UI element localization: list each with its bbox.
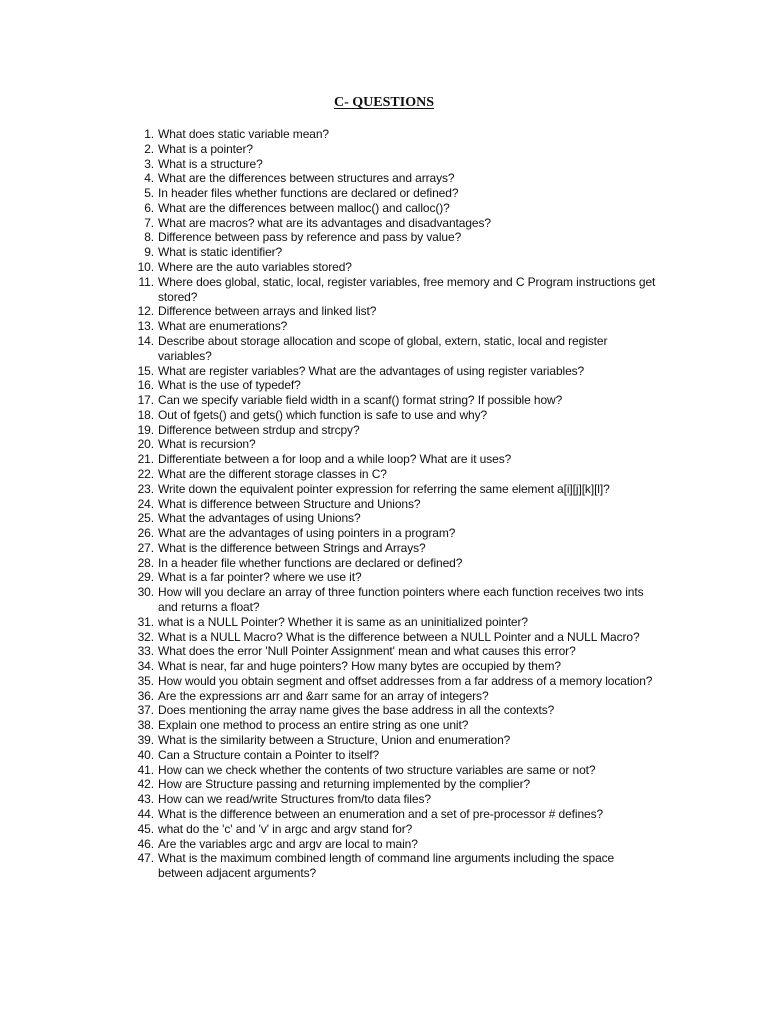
question-item [132,807,662,822]
question-item [132,585,662,615]
question-item [132,541,662,556]
question-text: What are the differences between structures and arrays? [158,171,455,186]
question-text: Where are the auto variables stored? [158,260,352,275]
page-title-text: C- QUESTIONS [334,95,434,110]
question-number: 19. [137,422,154,437]
question-text: Are the variables argc and argv are local to main? [158,836,418,851]
question-text: How are Structure passing and returning implemented by the complier? [158,777,531,792]
question-text: Write down the equivalent pointer expression for referring the same element a[i][j][k][l]? [158,481,610,496]
question-item [132,482,662,497]
question-number: 12. [137,304,154,319]
question-text: In header files whether functions are declared or defined? [158,186,459,201]
question-item [132,171,662,186]
question-number: 3. [144,156,154,171]
question-text: What is the similarity between a Structure, Union and enumeration? [158,733,511,748]
question-item [132,186,662,201]
question-item [132,452,662,467]
question-text: How can we check whether the contents of two structure variables are same or not? [158,762,596,777]
question-text: Can we specify variable field width in a scanf() format string? If possible how? [158,393,563,408]
question-text: How will you declare an array of three function pointers where each function receives two ints and returns a float? [158,585,644,614]
question-text: What is a pointer? [158,141,253,156]
question-item [132,408,662,423]
question-number: 14. [137,333,154,348]
question-item [132,718,662,733]
question-item [132,570,662,585]
question-text: What is a far pointer? where we use it? [158,570,362,585]
question-number: 46. [137,836,154,851]
question-number: 10. [137,260,154,275]
question-text: How would you obtain segment and offset addresses from a far address of a memory location? [158,673,653,688]
question-text: What are enumerations? [158,319,288,334]
question-text: What is difference between Structure and Unions? [158,496,421,511]
question-number: 20. [137,437,154,452]
question-item [132,851,662,881]
question-item [132,748,662,763]
question-item [132,703,662,718]
question-text: What does static variable mean? [158,127,329,141]
question-number: 38. [137,718,154,733]
question-number: 36. [137,688,154,703]
question-item [132,393,662,408]
question-number: 1. [144,127,154,141]
question-text: what do the 'c' and 'v' in argc and argv stand for? [158,821,413,836]
question-text: What is the difference between Strings and Arrays? [158,540,426,555]
question-item [132,467,662,482]
question-number: 18. [137,407,154,422]
question-number: 17. [137,393,154,408]
question-item [132,763,662,778]
question-number: 15. [137,363,154,378]
question-number: 37. [137,703,154,718]
question-item [132,142,662,157]
question-text: What are the differences between malloc() and calloc()? [158,200,450,215]
question-text: Can a Structure contain a Pointer to itself? [158,747,380,762]
question-number: 41. [137,762,154,777]
question-text: Are the expressions arr and &arr same for an array of integers? [158,688,489,703]
question-text: What is the difference between an enumeration and a set of pre-processor # defines? [158,806,604,821]
question-number: 30. [137,585,154,600]
question-number: 42. [137,777,154,792]
question-number: 22. [137,466,154,481]
question-number: 21. [137,452,154,467]
question-text: Difference between strdup and strcpy? [158,422,360,437]
question-number: 43. [137,792,154,807]
question-text: Out of fgets() and gets() which function is safe to use and why? [158,407,488,422]
question-item [132,511,662,526]
question-text: What are the advantages of using pointers in a program? [158,526,456,541]
question-text: What is recursion? [158,437,256,452]
question-number: 40. [137,747,154,762]
question-item [132,556,662,571]
question-item [132,260,662,275]
question-item [132,689,662,704]
question-number: 2. [144,141,154,156]
question-text: Describe about storage allocation and scope of global, extern, static, local and register variables? [158,333,608,363]
question-item [132,201,662,216]
question-text: Does mentioning the array name gives the base address in all the contexts? [158,703,555,718]
question-item [132,630,662,645]
question-number: 16. [137,378,154,393]
question-item [132,644,662,659]
question-text: What are the different storage classes in C? [158,466,387,481]
question-text: What is static identifier? [158,245,283,260]
question-number: 26. [137,526,154,541]
question-text: How can we read/write Structures from/to data files? [158,792,431,807]
question-number: 44. [137,806,154,821]
question-item [132,364,662,379]
question-number: 32. [137,629,154,644]
question-item [132,423,662,438]
question-text: what is a NULL Pointer? Whether it is same as an uninitialized pointer? [158,614,528,629]
question-text: Explain one method to process an entire string as one unit? [158,718,469,733]
question-item [132,304,662,319]
question-text: Difference between pass by reference and pass by value? [158,230,462,245]
question-text: What is a structure? [158,156,263,171]
question-text: In a header file whether functions are declared or defined? [158,555,463,570]
question-text: What is the maximum combined length of command line arguments including the space between adjacent arguments? [158,851,615,881]
question-text: What is the use of typedef? [158,378,301,393]
question-item [132,526,662,541]
question-item [132,437,662,452]
question-number: 25. [137,511,154,526]
question-number: 33. [137,644,154,659]
question-text: What does the error 'Null Pointer Assignment' mean and what causes this error? [158,644,576,659]
question-number: 9. [144,245,154,260]
question-item [132,157,662,172]
question-number: 7. [144,215,154,230]
question-text: Differentiate between a for loop and a while loop? What are it uses? [158,452,512,467]
question-text: What are register variables? What are the advantages of using register variables? [158,363,585,378]
question-number: 6. [144,200,154,215]
question-number: 5. [144,186,154,201]
question-text: Difference between arrays and linked list? [158,304,377,319]
question-number: 4. [144,171,154,186]
question-number: 47. [137,851,154,866]
question-text: Where does global, static, local, register variables, free memory and C Program instructions get stored? [158,274,656,304]
question-number: 28. [137,555,154,570]
question-item [132,674,662,689]
question-item [132,319,662,334]
question-item [132,275,662,305]
question-number: 29. [137,570,154,585]
question-number: 35. [137,673,154,688]
question-text: What is a NULL Macro? What is the difference between a NULL Pointer and a NULL Macro? [158,629,640,644]
question-number: 13. [137,319,154,334]
question-item [132,792,662,807]
page-title [0,94,768,112]
question-number: 8. [144,230,154,245]
questions-list [132,127,662,881]
question-item [132,822,662,837]
question-item [132,230,662,245]
question-item [132,837,662,852]
question-item [132,659,662,674]
question-text: What are macros? what are its advantages and disadvantages? [158,215,491,230]
question-number: 34. [137,659,154,674]
question-number: 45. [137,821,154,836]
question-item [132,733,662,748]
question-number: 24. [137,496,154,511]
question-number: 31. [137,614,154,629]
question-text: What is near, far and huge pointers? How many bytes are occupied by them? [158,659,561,674]
question-item [132,497,662,512]
question-item [132,127,662,142]
question-item [132,334,662,364]
question-number: 23. [137,481,154,496]
question-item [132,378,662,393]
question-number: 39. [137,733,154,748]
question-item [132,245,662,260]
question-number: 27. [137,540,154,555]
question-item [132,216,662,231]
question-text: What the advantages of using Unions? [158,511,361,526]
question-item [132,615,662,630]
question-item [132,777,662,792]
question-number: 11. [138,274,154,289]
